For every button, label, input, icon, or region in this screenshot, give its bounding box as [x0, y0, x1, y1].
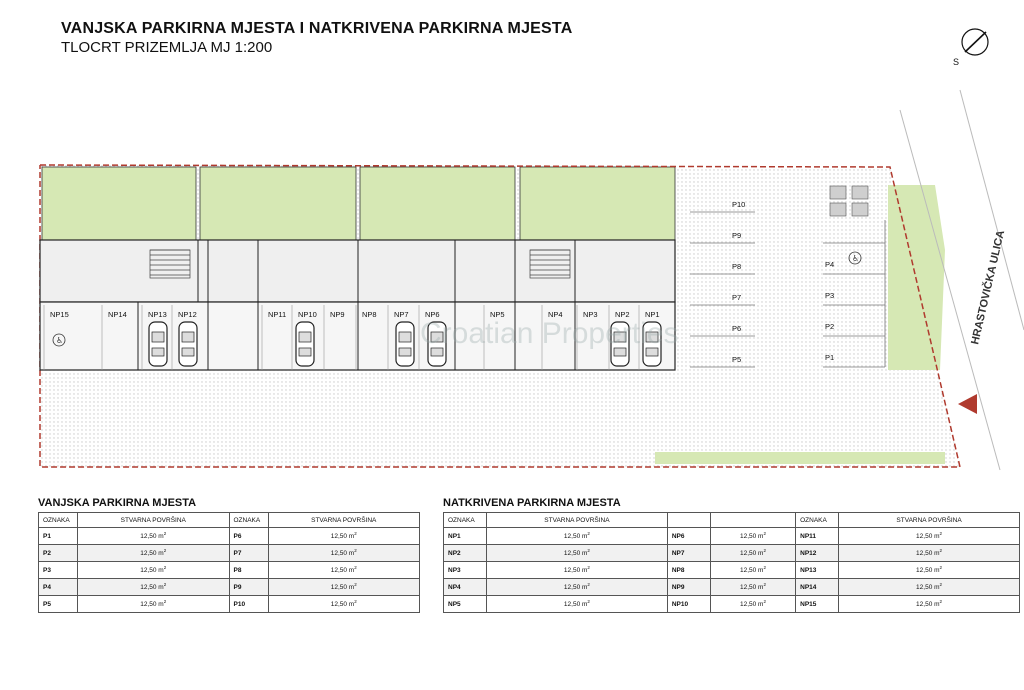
- building: [40, 240, 675, 370]
- covered-spot-label: NP7: [394, 310, 409, 319]
- covered-spot-label: NP5: [490, 310, 505, 319]
- spot-area: 12,50 $m^2$: [268, 579, 420, 596]
- outdoor-table-title: VANJSKA PARKIRNA MJESTA: [38, 497, 197, 509]
- lawn: [360, 167, 515, 240]
- car-icon: [296, 322, 314, 366]
- outdoor-spot-label: P5: [732, 355, 742, 364]
- lawn: [42, 167, 196, 240]
- outdoor-spot-label: P9: [732, 231, 742, 240]
- col-header: [667, 513, 710, 528]
- spot-code: P5: [39, 596, 78, 613]
- spot-code: NP10: [667, 596, 710, 613]
- spot-area: 12,50 $m^2$: [487, 596, 668, 613]
- entrance-arrow-icon: [958, 394, 977, 414]
- spot-area: 12,50 $m^2$: [839, 528, 1020, 545]
- table-row: [444, 579, 1020, 596]
- spot-area: 12,50 $m^2$: [710, 545, 795, 562]
- spot-area: 12,50 $m^2$: [839, 562, 1020, 579]
- covered-spot-label: NP9: [330, 310, 345, 319]
- spot-code: NP1: [444, 528, 487, 545]
- spot-code: P7: [229, 545, 268, 562]
- spot-code: NP7: [667, 545, 710, 562]
- col-header: STVARNA POVRŠINA: [268, 513, 420, 528]
- spot-code: NP12: [796, 545, 839, 562]
- col-header: OZNAKA: [229, 513, 268, 528]
- spot-area: 12,50 $m^2$: [78, 562, 230, 579]
- lawn-bottom: [655, 452, 945, 464]
- spot-code: NP6: [667, 528, 710, 545]
- north-label: S: [953, 57, 960, 67]
- col-header: [710, 513, 795, 528]
- covered-spot-label: NP14: [108, 310, 127, 319]
- covered-spot-label: NP12: [178, 310, 197, 319]
- outdoor-spot-label: P2: [825, 322, 835, 331]
- svg-text:♿: ♿: [852, 254, 860, 263]
- car-icon: [396, 322, 414, 366]
- spot-code: P6: [229, 528, 268, 545]
- covered-spot-label: NP15: [50, 310, 69, 319]
- spot-area: 12,50 $m^2$: [78, 596, 230, 613]
- spot-area: 12,50 $m^2$: [487, 528, 668, 545]
- covered-spot-label: NP2: [615, 310, 630, 319]
- spot-code: NP3: [444, 562, 487, 579]
- outdoor-spot-label: P3: [825, 291, 835, 300]
- svg-text:♿: ♿: [56, 336, 64, 345]
- spot-area: 12,50 $m^2$: [839, 545, 1020, 562]
- lawn: [200, 167, 356, 240]
- covered-parking-table: [443, 512, 1020, 613]
- covered-spot-label: NP13: [148, 310, 167, 319]
- outdoor-spot-label: P4: [825, 260, 835, 269]
- spot-code: NP2: [444, 545, 487, 562]
- spot-area: 12,50 $m^2$: [710, 528, 795, 545]
- spot-area: 12,50 $m^2$: [268, 562, 420, 579]
- watermark: Croatian Properties: [420, 317, 679, 350]
- spot-code: P3: [39, 562, 78, 579]
- col-header: OZNAKA: [444, 513, 487, 528]
- spot-area: 12,50 $m^2$: [268, 528, 420, 545]
- spot-area: 12,50 $m^2$: [78, 579, 230, 596]
- table-row: [444, 596, 1020, 613]
- col-header: STVARNA POVRŠINA: [839, 513, 1020, 528]
- outdoor-spot-label: P1: [825, 353, 835, 362]
- spot-area: 12,50 $m^2$: [487, 579, 668, 596]
- spot-area: 12,50 $m^2$: [839, 579, 1020, 596]
- spot-area: 12,50 $m^2$: [78, 545, 230, 562]
- drawing-subtitle: TLOCRT PRIZEMLJA MJ 1:200: [61, 39, 273, 56]
- spot-area: 12,50 $m^2$: [78, 528, 230, 545]
- col-header: STVARNA POVRŠINA: [78, 513, 230, 528]
- covered-spot-label: NP11: [268, 310, 287, 319]
- table-row: [39, 545, 420, 562]
- outdoor-spot-label: P8: [732, 262, 742, 271]
- spot-code: NP8: [667, 562, 710, 579]
- table-row: [444, 545, 1020, 562]
- spot-code: P10: [229, 596, 268, 613]
- outdoor-spot-label: P10: [732, 200, 746, 209]
- col-header: STVARNA POVRŠINA: [487, 513, 668, 528]
- spot-code: NP15: [796, 596, 839, 613]
- covered-spot-label: NP10: [298, 310, 317, 319]
- spot-code: P8: [229, 562, 268, 579]
- outdoor-spot-label: P6: [732, 324, 742, 333]
- table-row: [39, 562, 420, 579]
- table-row: [444, 528, 1020, 545]
- outdoor-spot-label: P7: [732, 293, 742, 302]
- spot-area: 12,50 $m^2$: [710, 596, 795, 613]
- spot-code: P9: [229, 579, 268, 596]
- spot-area: 12,50 $m^2$: [268, 596, 420, 613]
- car-icon: [179, 322, 197, 366]
- street-label: HRASTOVIČKA ULICA: [969, 229, 1008, 346]
- covered-spot-label: NP8: [362, 310, 377, 319]
- spot-code: NP14: [796, 579, 839, 596]
- spot-area: 12,50 $m^2$: [710, 579, 795, 596]
- spot-area: 12,50 $m^2$: [268, 545, 420, 562]
- drawing-title: VANJSKA PARKIRNA MJESTA I NATKRIVENA PARKIRNA MJESTA: [61, 20, 573, 37]
- table-row: [39, 596, 420, 613]
- car-icon: [149, 322, 167, 366]
- spot-area: 12,50 $m^2$: [487, 562, 668, 579]
- table-row: [39, 528, 420, 545]
- lawn: [520, 167, 675, 240]
- spot-code: NP4: [444, 579, 487, 596]
- covered-table-title: NATKRIVENA PARKIRNA MJESTA: [443, 497, 621, 509]
- spot-code: NP11: [796, 528, 839, 545]
- spot-code: NP9: [667, 579, 710, 596]
- spot-area: 12,50 $m^2$: [710, 562, 795, 579]
- spot-code: P1: [39, 528, 78, 545]
- col-header: OZNAKA: [39, 513, 78, 528]
- covered-spot-label: NP6: [425, 310, 440, 319]
- spot-code: P2: [39, 545, 78, 562]
- covered-spot-label: NP4: [548, 310, 563, 319]
- spot-code: NP5: [444, 596, 487, 613]
- col-header: OZNAKA: [796, 513, 839, 528]
- table-row: [39, 579, 420, 596]
- covered-spot-label: NP1: [645, 310, 660, 319]
- spot-code: NP13: [796, 562, 839, 579]
- spot-code: P4: [39, 579, 78, 596]
- spot-area: 12,50 $m^2$: [487, 545, 668, 562]
- covered-spot-label: NP3: [583, 310, 598, 319]
- table-row: [444, 562, 1020, 579]
- outdoor-parking-table: [38, 512, 420, 613]
- spot-area: 12,50 $m^2$: [839, 596, 1020, 613]
